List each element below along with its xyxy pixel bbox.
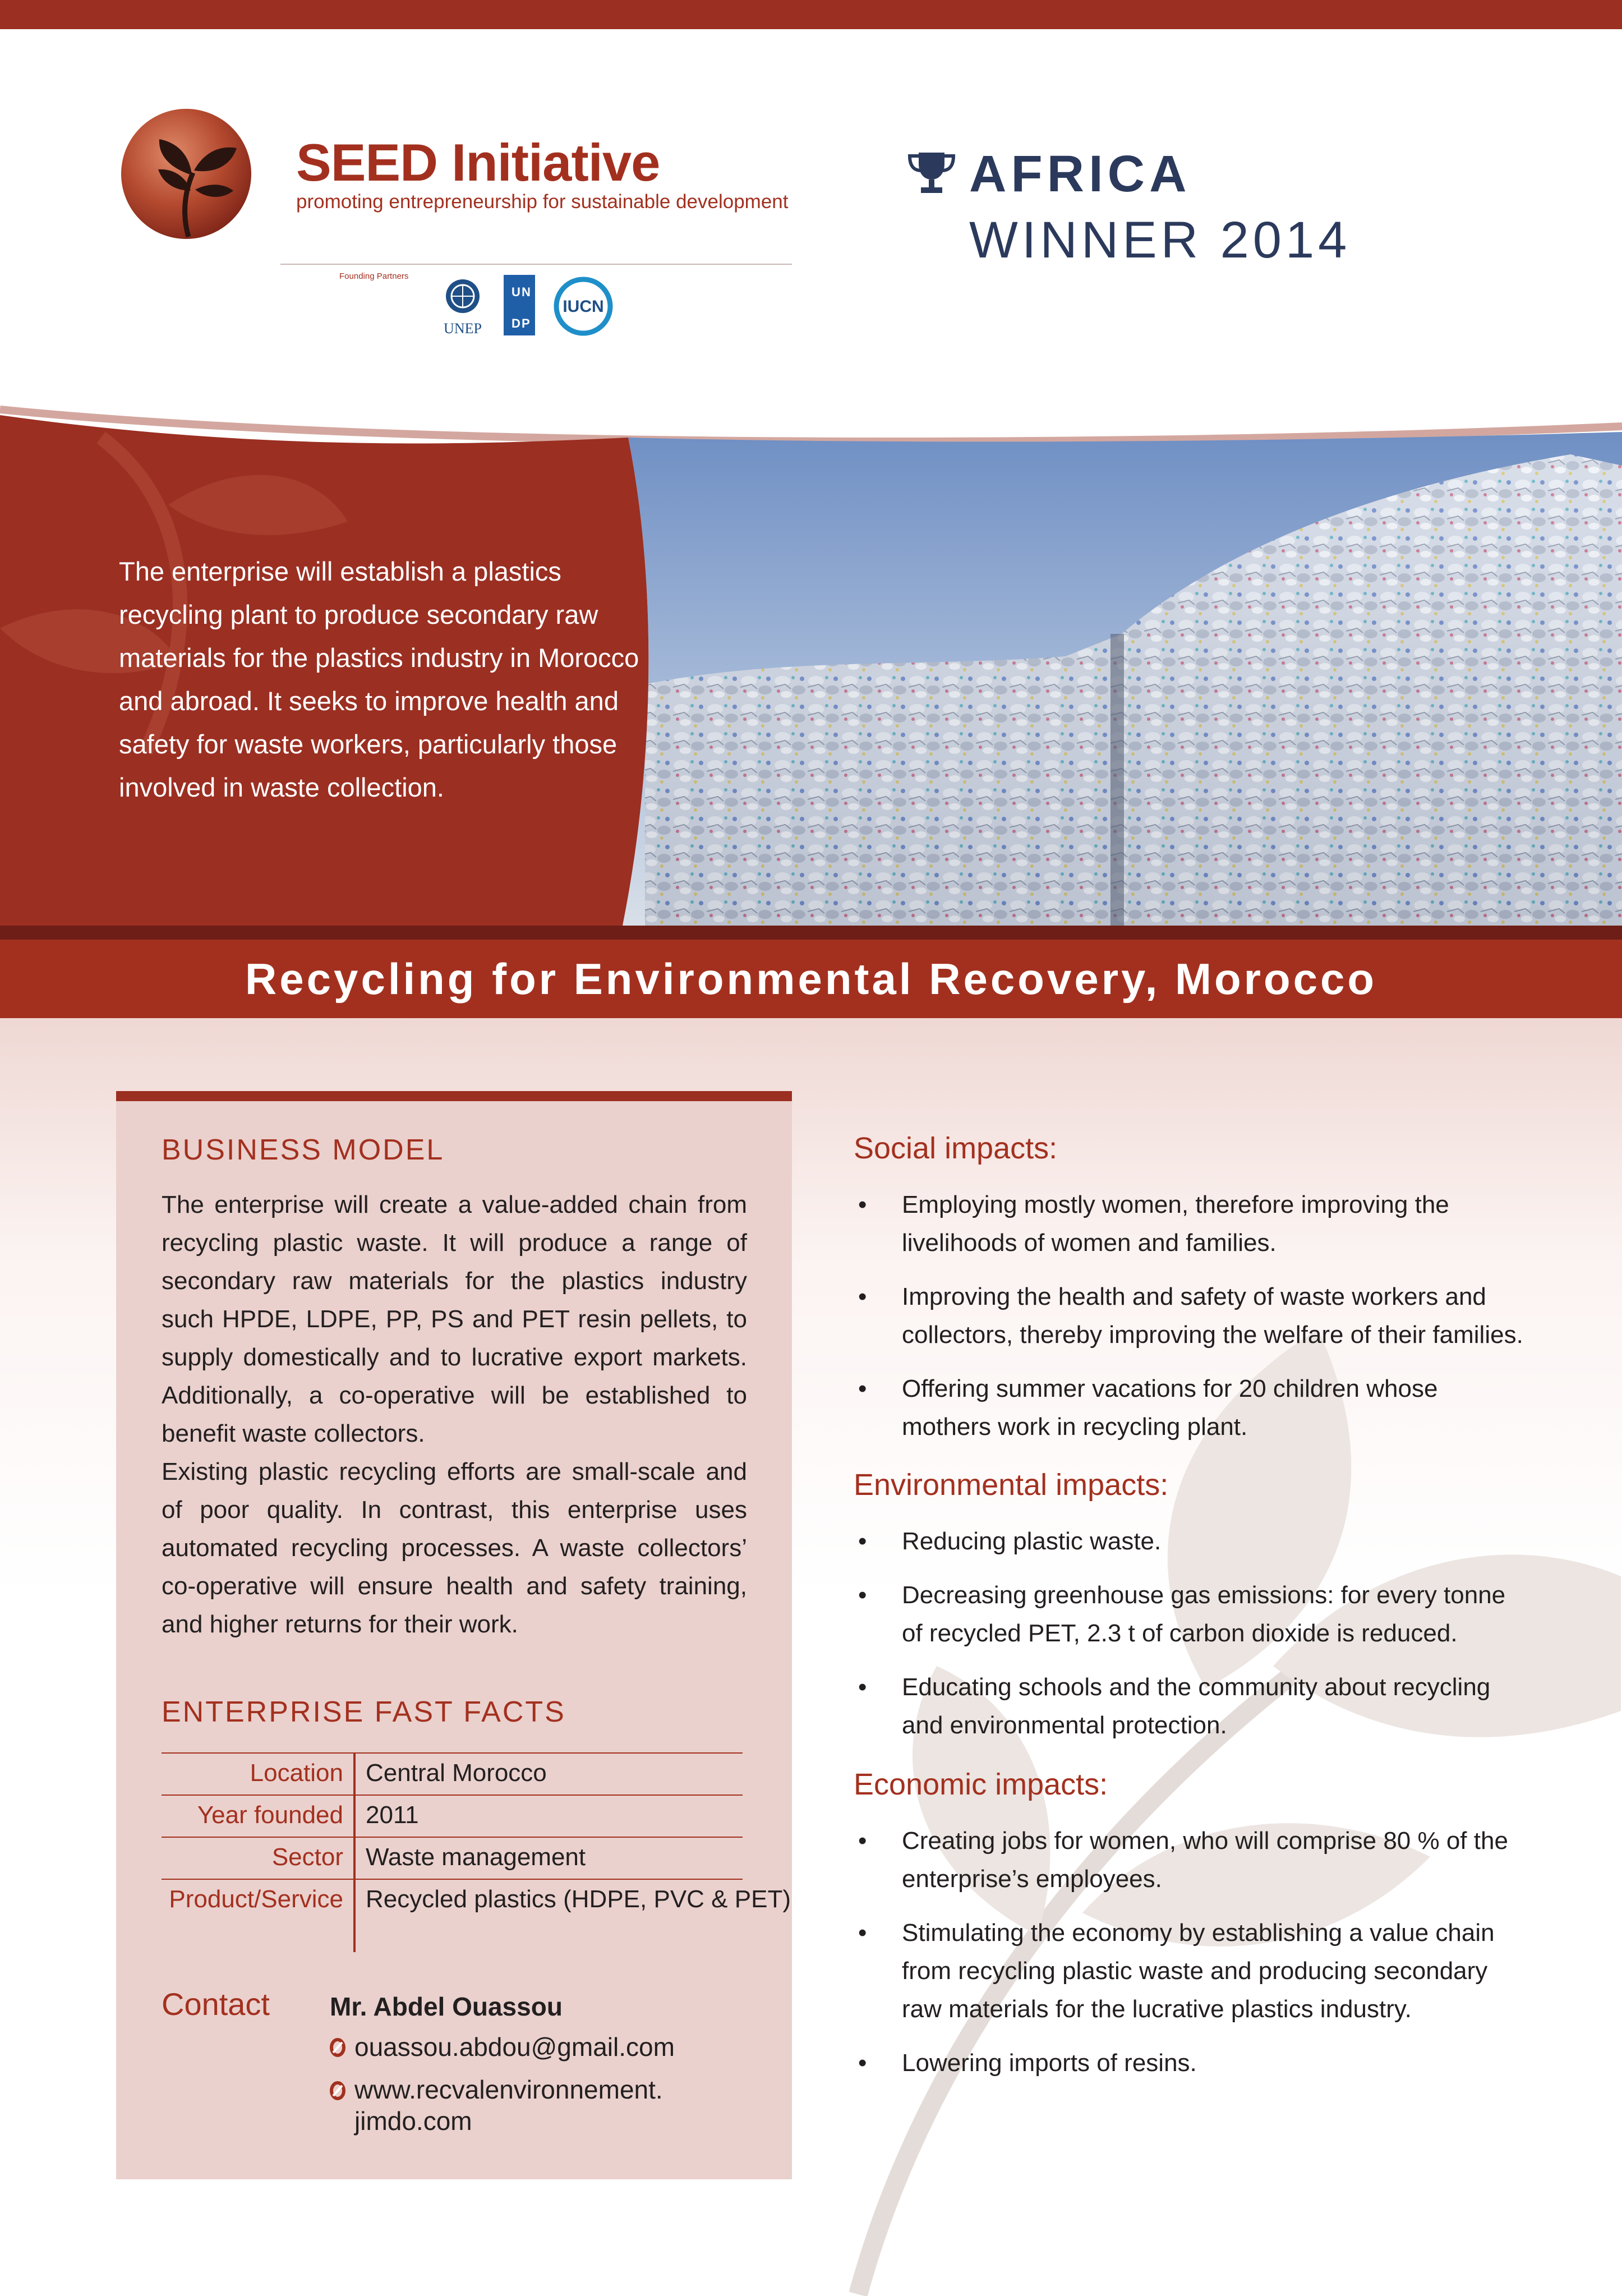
economic-impacts-list <box>854 1822 1527 2098</box>
environmental-impacts-list <box>854 1522 1527 1760</box>
business-model-heading: BUSINESS MODEL <box>162 1134 445 1166</box>
list-item: • Reducing plastic waste. <box>858 1527 1162 1555</box>
list-item: • Employing mostly women, therefore improving the livelihoods of women and families. <box>858 1191 1449 1257</box>
undp-letter-u: U <box>512 285 520 299</box>
undp-letter-n: N <box>522 285 531 299</box>
list-item: • Decreasing greenhouse gas emissions: for every tonne of recycled PET, 2.3 t of carbon dioxide is reduced. <box>858 1581 1506 1647</box>
fact-value: Recycled plastics (HDPE, PVC & PET) <box>366 1885 791 1913</box>
fact-label: Product/Service <box>169 1885 343 1913</box>
award-year: WINNER 2014 <box>969 211 1351 269</box>
list-item: • Stimulating the economy by establishing a value chain from recycling plastic waste and producing secondary raw materials for the lucrative plastics industry. <box>858 1919 1495 2023</box>
fact-row-product-service <box>162 1879 791 1953</box>
iucn-logo-text: IUCN <box>563 297 604 316</box>
fact-value: 2011 <box>366 1801 419 1829</box>
unep-logo-text: UNEP <box>444 320 482 337</box>
social-impacts-list <box>854 1186 1527 1462</box>
unep-logo <box>444 279 482 337</box>
economic-impacts-heading: Economic impacts: <box>854 1768 1108 1801</box>
fact-row-location <box>162 1752 743 1795</box>
website-bullet-icon <box>330 2081 345 2100</box>
list-item: • Lowering imports of resins. <box>858 2049 1197 2077</box>
fact-label: Sector <box>271 1843 343 1871</box>
fast-facts-table <box>162 1752 791 1953</box>
org-name: SEED Initiative <box>296 133 660 192</box>
fact-value: Central Morocco <box>366 1759 547 1787</box>
fast-facts-divider <box>353 1752 356 1952</box>
fact-label: Location <box>250 1759 343 1787</box>
iucn-logo <box>556 279 610 333</box>
environmental-impacts-heading: Environmental impacts: <box>854 1468 1169 1502</box>
page-title: Recycling for Environmental Recovery, Morocco <box>245 954 1377 1004</box>
fact-label: Year founded <box>197 1801 343 1829</box>
contact-label: Contact <box>162 1986 270 2022</box>
fact-row-year-founded <box>162 1795 743 1837</box>
list-item: • Educating schools and the community about recycling and environmental protection. <box>858 1673 1491 1739</box>
undp-letter-p: P <box>522 316 530 330</box>
trophy-icon <box>906 150 957 195</box>
partner-logos <box>432 274 617 341</box>
fact-row-sector <box>162 1837 743 1879</box>
business-model-paragraph: Existing plastic recycling efforts are small-scale and of poor quality. In contrast, this enterprise uses automated recycling processes. A waste collectors’ co-operative will ensure health and safety training, and higher returns for their work. <box>162 1458 747 1638</box>
business-panel-accent <box>116 1091 792 1101</box>
top-accent-bar <box>0 0 1622 29</box>
list-item: • Creating jobs for women, who will comprise 80 % of the enterprise’s employees. <box>858 1827 1508 1893</box>
award-region: AFRICA <box>969 145 1191 203</box>
contact-name: Mr. Abdel Ouassou <box>330 1992 563 2021</box>
seed-logo-icon <box>119 107 254 241</box>
list-item: • Improving the health and safety of waste workers and collectors, thereby improving the welfare of their families. <box>858 1283 1523 1349</box>
list-item: • Offering summer vacations for 20 children whose mothers work in recycling plant. <box>858 1375 1438 1441</box>
fast-facts-heading: ENTERPRISE FAST FACTS <box>162 1696 566 1728</box>
org-tagline: promoting entrepreneurship for sustainable development <box>296 191 789 213</box>
header-divider <box>280 264 792 265</box>
undp-letter-d: D <box>512 316 520 330</box>
hero-summary: The enterprise will establish a plastics recycling plant to produce secondary raw materials for the plastics industry in Morocco and abroad. It seeks to improve health and safety for waste workers, particularly those involved in waste collection. <box>119 556 639 802</box>
social-impacts-heading: Social impacts: <box>854 1131 1058 1165</box>
fact-value: Waste management <box>366 1843 586 1871</box>
undp-logo <box>504 275 535 335</box>
business-model-paragraph: The enterprise will create a value-added chain from recycling plastic waste. It will produce a range of secondary raw materials for the plastics industry such HPDE, LDPE, PP, PS and PET resin pellets, to supply domestically and to lucrative export markets. Additionally, a co-operative will be established to benefit waste collectors. <box>162 1191 747 1447</box>
contact-website-link[interactable]: www.recvalenvironnement. <box>354 2075 663 2104</box>
contact-website-link-cont[interactable]: jimdo.com <box>354 2106 472 2136</box>
email-bullet-icon <box>330 2038 345 2057</box>
founding-partners-label: Founding Partners <box>339 272 409 281</box>
contact-email-link[interactable]: ouassou.abdou@gmail.com <box>354 2032 675 2062</box>
